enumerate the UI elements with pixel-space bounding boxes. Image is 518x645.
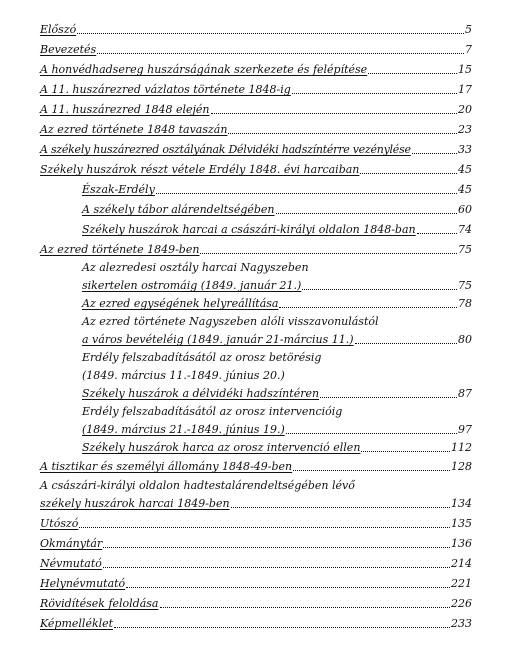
toc-entry <box>0 60 518 76</box>
leader-dots <box>302 289 457 290</box>
toc-entry <box>0 514 518 530</box>
toc-entry <box>0 384 518 400</box>
leader-dots <box>231 507 450 508</box>
toc-entry-page: 221 <box>451 577 472 590</box>
leader-dots <box>360 173 457 174</box>
toc-entry-title: Helynévmutató <box>40 577 126 590</box>
leader-dots <box>200 253 457 254</box>
toc-entry-title: Székely huszárok harca az orosz intervenció ellen <box>82 441 361 454</box>
toc-entry <box>0 140 518 156</box>
toc-entry-title-line-2: (1849. március 11.-1849. június 20.) <box>82 369 285 382</box>
toc-entry-title: A honvédhadsereg huszárságának szerkezete és felépítése <box>40 63 368 76</box>
toc-entry-title-line-2: székely huszárok harcai 1849-ben <box>40 497 230 510</box>
toc-entry <box>0 594 518 610</box>
leader-dots <box>156 193 457 194</box>
toc-entry-page: 23 <box>458 123 472 136</box>
leader-dots <box>160 607 451 608</box>
leader-dots <box>79 527 450 528</box>
leader-dots <box>77 33 464 34</box>
toc-entry-title: Székely huszárok harcai a császári-királyi oldalon 1848-ban <box>82 223 416 236</box>
toc-entry-page: 134 <box>451 497 472 510</box>
toc-entry-page: 97 <box>458 423 472 436</box>
leader-dots <box>293 470 450 471</box>
leader-dots <box>412 153 457 154</box>
toc-entry-page: 33 <box>458 143 472 156</box>
toc-entry-page: 136 <box>451 537 472 550</box>
toc-entry-page: 78 <box>458 297 472 310</box>
leader-dots <box>228 133 457 134</box>
toc-entry-title-line-2: (1849. március 21.-1849. június 19.) <box>82 423 285 436</box>
toc-entry-title-line-1: Az ezred története Nagyszeben alóli visszavonulástól <box>82 315 379 328</box>
leader-dots <box>276 213 457 214</box>
toc-entry-title: Székely huszárok a délvidéki hadszíntéren <box>82 387 320 400</box>
toc-entry-page: 135 <box>451 517 472 530</box>
toc-entry-title: A tisztikar és személyi állomány 1848-49-ben <box>40 460 293 473</box>
toc-entry <box>0 420 518 436</box>
leader-dots <box>361 451 450 452</box>
toc-entry-page: 20 <box>458 103 472 116</box>
toc-entry <box>0 200 518 216</box>
toc-entry-page: 226 <box>451 597 472 610</box>
toc-entry <box>0 40 518 56</box>
toc-entry-page: 74 <box>458 223 472 236</box>
toc-entry-title: Az ezred története 1848 tavaszán <box>40 123 228 136</box>
toc-entry-page: 75 <box>458 279 472 292</box>
leader-dots <box>417 233 457 234</box>
toc-entry-title: Névmutató <box>40 557 102 570</box>
toc-entry <box>0 438 518 454</box>
toc-entry-page: 233 <box>451 617 472 630</box>
toc-entry <box>0 554 518 570</box>
toc-entry-title: Az ezred története 1849-ben <box>40 243 200 256</box>
toc-entry-title: A székely huszárezred osztályának Délvidéki hadszíntérre vezénylése <box>40 143 411 156</box>
toc-entry-title: Rövidítések feloldása <box>40 597 159 610</box>
leader-dots <box>103 567 450 568</box>
leader-dots <box>279 307 457 308</box>
toc-entry-page: 128 <box>451 460 472 473</box>
toc-entry-title-line-2: sikertelen ostromáig (1849. január 21.) <box>82 279 302 292</box>
toc-entry-title: Utószó <box>40 517 79 530</box>
leader-dots <box>368 73 457 74</box>
toc-entry-title: Okmánytár <box>40 537 103 550</box>
toc-entry-title: Székely huszárok részt vétele Erdély 1848. évi harcaiban <box>40 163 360 176</box>
leader-dots <box>126 587 450 588</box>
toc-entry-title: Bevezetés <box>40 43 97 56</box>
toc-entry-title: Előszó <box>40 23 77 36</box>
toc-entry-page: 60 <box>458 203 472 216</box>
leader-dots <box>286 433 457 434</box>
toc-entry-title: A 11. huszárezred vázlatos története 1848-ig <box>40 83 291 96</box>
toc-entry-page: 45 <box>458 163 472 176</box>
toc-entry <box>0 574 518 590</box>
toc-entry-page: 15 <box>458 63 472 76</box>
toc-entry <box>0 220 518 236</box>
toc-entry <box>0 494 518 510</box>
toc-entry <box>0 80 518 96</box>
toc-entry-page: 87 <box>458 387 472 400</box>
toc-entry-page: 45 <box>458 183 472 196</box>
toc-entry-title-line-1: Erdély felszabadításától az orosz intervencióig <box>82 405 343 418</box>
toc-entry <box>0 180 518 196</box>
toc-entry <box>0 20 518 36</box>
toc-entry-title-line-2: a város bevételéig (1849. január 21-március 11.) <box>82 333 354 346</box>
toc-entry <box>0 100 518 116</box>
toc-entry-page: 214 <box>451 557 472 570</box>
toc-entry-page: 7 <box>465 43 472 56</box>
toc-entry <box>0 534 518 550</box>
toc-entry-title: A székely tábor alárendeltségében <box>82 203 275 216</box>
toc-entry <box>0 276 518 292</box>
toc-entry-title: A 11. huszárezred 1848 elején <box>40 103 210 116</box>
toc-entry-title-line-1: Az alezredesi osztály harcai Nagyszeben <box>82 261 309 274</box>
leader-dots <box>114 627 450 628</box>
toc-entry <box>0 294 518 310</box>
leader-dots <box>97 53 464 54</box>
toc-entry <box>0 457 518 473</box>
toc-entry <box>0 120 518 136</box>
leader-dots <box>292 93 457 94</box>
toc-entry <box>0 160 518 176</box>
toc-entry-page: 80 <box>458 333 472 346</box>
toc-entry <box>0 614 518 630</box>
toc-entry <box>0 330 518 346</box>
toc-entry-title: Az ezred egységének helyreállítása <box>82 297 279 310</box>
toc-entry-page: 75 <box>458 243 472 256</box>
toc-entry-title-line-1: Erdély felszabadításától az orosz betörésig <box>82 351 322 364</box>
leader-dots <box>355 343 457 344</box>
toc-entry <box>0 240 518 256</box>
toc-entry-title-line-1: A császári-királyi oldalon hadtestalárendeltségében lévő <box>40 479 355 492</box>
toc-entry-page: 112 <box>451 441 472 454</box>
toc-entry-page: 17 <box>458 83 472 96</box>
toc-entry-title: Észak-Erdély <box>82 183 155 196</box>
leader-dots <box>320 397 457 398</box>
leader-dots <box>211 113 457 114</box>
leader-dots <box>103 547 450 548</box>
toc-entry-page: 5 <box>465 23 472 36</box>
toc-entry-title: Képmelléklet <box>40 617 114 630</box>
